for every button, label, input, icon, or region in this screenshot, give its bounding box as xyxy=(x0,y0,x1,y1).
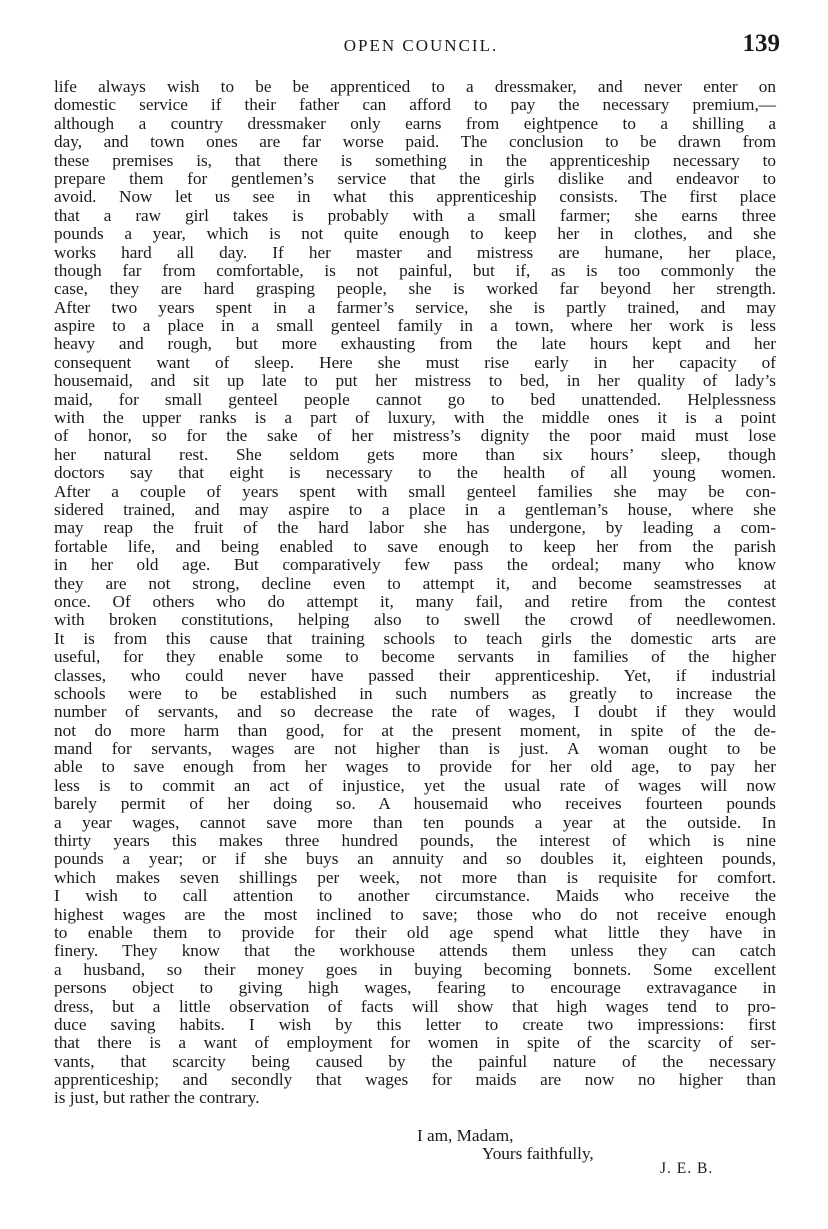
text-line: aspire to a place in a small genteel family in a town, where her work is less xyxy=(54,316,776,336)
text-line: consequent want of sleep. Here she must rise early in her capacity of xyxy=(54,352,776,372)
text-line: doctors say that eight is necessary to the health of all young women. xyxy=(54,463,776,483)
text-line: may reap the fruit of the hard labor she has undergone, by leading a com- xyxy=(54,518,776,538)
text-line: although a country dressmaker only earns from eightpence to a shilling a xyxy=(54,113,776,133)
text-line: is just, but rather the contrary. xyxy=(54,1088,260,1108)
text-line: with broken constitutions, helping also to swell the crowd of needlewomen. xyxy=(54,610,776,630)
text-line: to enable them to provide for their old age spend what little they have in xyxy=(54,922,776,942)
text-line: a husband, so their money goes in buying becoming bonnets. Some excellent xyxy=(54,959,776,979)
text-line: schools were to be established in such numbers as greatly to increase the xyxy=(54,683,776,703)
text-line: pounds a year, which is not quite enough to keep her in clothes, and she xyxy=(54,224,776,244)
text-line: a year wages, cannot save more than ten pounds a year at the outside. In xyxy=(54,812,776,832)
text-line: these premises is, that there is something in the apprenticeship necessary to xyxy=(54,150,776,170)
text-line: finery. They know that the workhouse attends them unless they can catch xyxy=(54,941,776,961)
text-line: barely permit of her doing so. A housemaid who receives fourteen pounds xyxy=(54,794,776,814)
text-line: life always wish to be be apprenticed to a dressmaker, and never enter on xyxy=(54,77,776,96)
text-line: with the upper ranks is a part of luxury, with the middle ones it is a point xyxy=(54,408,776,428)
text-line: sidered trained, and may aspire to a place in a gentleman’s house, where she xyxy=(54,499,776,519)
text-line: they are not strong, decline even to attempt it, and become seamstresses at xyxy=(54,573,776,593)
text-line: heavy and rough, but more exhausting from the late hours kept and her xyxy=(54,334,776,354)
text-line: once. Of others who do attempt it, many fail, and retire from the contest xyxy=(54,591,776,611)
text-line: day, and town ones are far worse paid. The conclusion to be drawn from xyxy=(54,132,776,152)
text-line: which makes seven shillings per week, not more than is requisite for comfort. xyxy=(54,867,776,887)
running-title: OPEN COUNCIL. xyxy=(343,36,499,55)
text-line: case, they are hard grasping people, she is worked far beyond her strength. xyxy=(54,279,776,299)
text-line: It is from this cause that training schools to teach girls the domestic arts are xyxy=(54,628,776,648)
text-line: duce saving habits. I wish by this letter to create two impressions: first xyxy=(54,1014,776,1034)
text-line: less is to commit an act of injustice, yet the usual rate of wages will now xyxy=(54,775,776,795)
text-line: mand for servants, wages are not higher than is just. A woman ought to be xyxy=(54,739,776,759)
text-line: vants, that scarcity being caused by the painful nature of the necessary xyxy=(54,1051,776,1071)
text-line: though far from comfortable, is not painful, but if, as is too commonly the xyxy=(54,260,776,280)
text-line: works hard all day. If her master and mistress are humane, her place, xyxy=(54,242,776,262)
text-line: maid, for small genteel people cannot go to bed unattended. Helplessness xyxy=(54,389,776,409)
text-line: fortable life, and being enabled to save enough to keep her from the parish xyxy=(54,536,776,556)
text-line: useful, for they enable some to become servants in families of the higher xyxy=(54,647,776,667)
text-line: After two years spent in a farmer’s service, she is partly trained, and may xyxy=(54,297,776,317)
text-line: dress, but a little observation of facts will show that high wages tend to pro- xyxy=(54,996,776,1016)
text-line: classes, who could never have passed their apprenticeship. Yet, if industrial xyxy=(54,665,776,685)
text-line: apprenticeship; and secondly that wages for maids are now no higher than xyxy=(54,1070,776,1090)
text-line: able to save enough from her wages to provide for her old age, to pay her xyxy=(54,757,776,777)
letter-body xyxy=(54,78,776,1108)
closing-salutation: I am, Madam, xyxy=(417,1126,514,1145)
text-line: housemaid, and sit up late to put her mistress to bed, in her quality of lady’s xyxy=(54,371,776,391)
text-line: in her old age. But comparatively few pass the ordeal; many who know xyxy=(54,555,776,575)
page-number: 139 xyxy=(742,30,780,57)
text-line: number of servants, and so decrease the rate of wages, I doubt if they would xyxy=(54,702,776,722)
text-line: persons object to giving high wages, fearing to encourage extravagance in xyxy=(54,978,776,998)
text-line: highest wages are the most inclined to save; those who do not receive enough xyxy=(54,904,776,924)
text-line: pounds a year; or if she buys an annuity and so doubles it, eighteen pounds, xyxy=(54,849,776,869)
text-line: I wish to call attention to another circumstance. Maids who receive the xyxy=(54,886,776,906)
text-line: After a couple of years spent with small genteel families she may be con- xyxy=(54,481,776,501)
text-line: thirty years this makes three hundred pounds, the interest of which is nine xyxy=(54,831,776,851)
signature: J. E. B. xyxy=(660,1160,714,1177)
text-line: that there is a want of employment for women in spite of the scarcity of ser- xyxy=(54,1033,776,1053)
text-line: of honor, so for the sake of her mistress’s dignity the poor maid must lose xyxy=(54,426,776,446)
text-line: domestic service if their father can afford to pay the necessary premium,— xyxy=(54,95,776,115)
text-line: prepare them for gentlemen’s service that the girls dislike and endeavor to xyxy=(54,168,776,188)
running-header xyxy=(60,30,782,60)
text-line: that a raw girl takes is probably with a small farmer; she earns three xyxy=(54,205,776,225)
closing-valediction: Yours faithfully, xyxy=(482,1144,594,1163)
text-line: her natural rest. She seldom gets more than six hours’ sleep, though xyxy=(54,444,776,464)
text-line: avoid. Now let us see in what this apprenticeship consists. The first place xyxy=(54,187,776,207)
text-line: not do more harm than good, for at the present moment, in spite of the de- xyxy=(54,720,776,740)
